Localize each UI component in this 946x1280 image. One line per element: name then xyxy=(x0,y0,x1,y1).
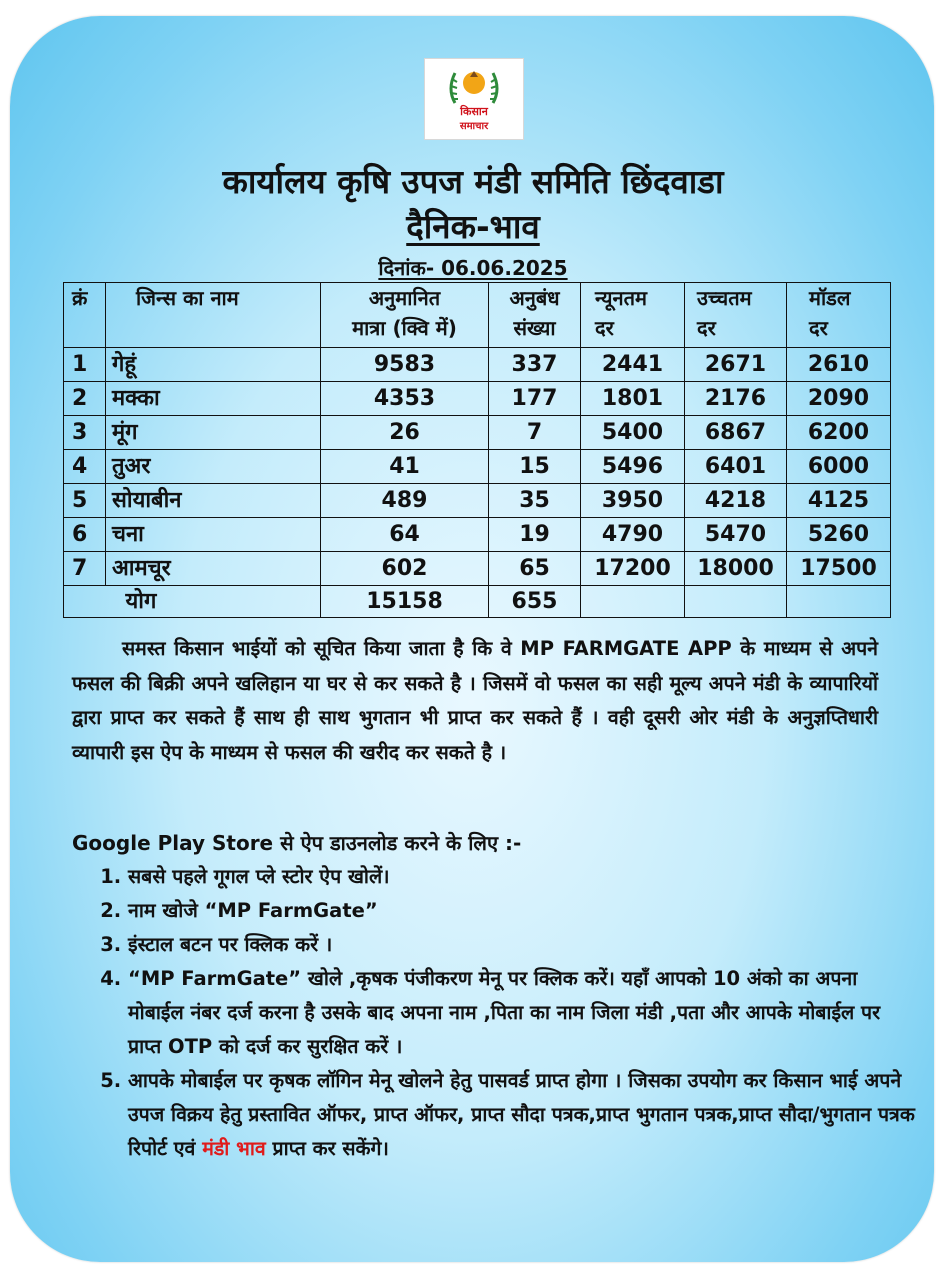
col-header-contracts: अनुबंध संख्या xyxy=(489,283,581,348)
row-modal-rate: 5260 xyxy=(787,518,891,552)
download-instructions-heading: Google Play Store से ऐप डाउनलोड करने के लिए :- xyxy=(72,831,522,855)
row-crop-name: गेहूं xyxy=(106,348,321,382)
row-min-rate: 5496 xyxy=(581,450,685,484)
step-5-text: आपके मोबाईल पर कृषक लॉगिन मेनू खोलने हेतु पासवर्ड प्राप्त होगा । जिसका उपयोग कर किसान भाई अपने उपज विक्रय हेतु प्रस्तावित ऑफर, प्राप्त ऑफर, प्राप्त सौदा पत्रक,प्राप्त भुगतान पत्रक,प्राप्त सौदा/भुगतान पत्रक रिपोर्ट एवं xyxy=(128,1069,915,1160)
office-title: कार्यालय कृषि उपज मंडी समिति छिंदवाडा xyxy=(222,162,724,201)
row-sn: 6 xyxy=(64,518,106,552)
row-min-rate: 2441 xyxy=(581,348,685,382)
farmgate-notice-paragraph: समस्त किसान भाईयों को सूचित किया जाता है कि वे MP FARMGATE APP के माध्यम से अपने फसल की बिक्री अपने खलिहान या घर से कर सकते है । जिसमें वो फसल का सही मूल्य अपने मंडी के व्यापारियों द्वारा प्राप्त कर सकते हैं साथ ही साथ भुगतान भी प्राप्त कर सकते हैं । वही दूसरी ओर मंडी के अनुज्ञप्तिधारी व्यापारी इस ऐप के माध्यम से फसल की खरीद कर सकते है । xyxy=(72,637,878,764)
col-header-qty: अनुमानित मात्रा (क्वि में) xyxy=(321,283,489,348)
row-max-rate: 4218 xyxy=(685,484,787,518)
row-contracts: 19 xyxy=(489,518,581,552)
row-max-rate: 6401 xyxy=(685,450,787,484)
row-crop-name: आमचूर xyxy=(106,552,321,586)
total-contracts: 655 xyxy=(489,586,581,618)
row-crop-name: मूंग xyxy=(106,416,321,450)
row-min-rate: 4790 xyxy=(581,518,685,552)
row-quantity: 602 xyxy=(321,552,489,586)
row-crop-name: सोयाबीन xyxy=(106,484,321,518)
row-quantity: 64 xyxy=(321,518,489,552)
step-item: 1. सबसे पहले गूगल प्ले स्टोर ऐप खोलें। xyxy=(128,860,918,894)
row-sn: 3 xyxy=(64,416,106,450)
row-modal-rate: 4125 xyxy=(787,484,891,518)
row-sn: 7 xyxy=(64,552,106,586)
row-contracts: 15 xyxy=(489,450,581,484)
col-header-modal: मॉडल दर xyxy=(787,283,891,348)
row-crop-name: चना xyxy=(106,518,321,552)
svg-text:किसान: किसान xyxy=(460,105,488,118)
row-contracts: 7 xyxy=(489,416,581,450)
total-label: योग xyxy=(106,586,321,618)
row-min-rate: 5400 xyxy=(581,416,685,450)
total-qty: 15158 xyxy=(321,586,489,618)
kisan-samachar-logo xyxy=(424,58,524,140)
row-modal-rate: 6000 xyxy=(787,450,891,484)
col-header-max: उच्चतम दर xyxy=(685,283,787,348)
svg-text:समाचार: समाचार xyxy=(459,121,489,132)
table-row xyxy=(64,348,891,382)
table-row xyxy=(64,450,891,484)
row-modal-rate: 6200 xyxy=(787,416,891,450)
table-row xyxy=(64,484,891,518)
table-row xyxy=(64,416,891,450)
rates-table xyxy=(63,282,891,618)
download-steps-list xyxy=(100,860,918,1166)
row-min-rate: 17200 xyxy=(581,552,685,586)
table-header-row xyxy=(64,283,891,348)
table-row xyxy=(64,382,891,416)
row-sn: 1 xyxy=(64,348,106,382)
col-header-crop: जिन्स का नाम xyxy=(106,283,321,348)
row-contracts: 177 xyxy=(489,382,581,416)
row-sn: 2 xyxy=(64,382,106,416)
row-quantity: 41 xyxy=(321,450,489,484)
row-quantity: 489 xyxy=(321,484,489,518)
row-crop-name: मक्का xyxy=(106,382,321,416)
total-modal-empty xyxy=(787,586,891,618)
row-quantity: 4353 xyxy=(321,382,489,416)
row-max-rate: 2671 xyxy=(685,348,787,382)
step-item: 4. “MP FarmGate” खोले ,कृषक पंजीकरण मेनू पर क्लिक करें। यहाँ आपको 10 अंको का अपना मोबाईल नंबर दर्ज करना है उसके बाद अपना नाम ,पिता का नाम जिला मंडी ,पता और आपके मोबाईल पर प्राप्त OTP को दर्ज कर सुरक्षित करें । xyxy=(128,962,918,1064)
total-max-empty xyxy=(685,586,787,618)
table-row xyxy=(64,552,891,586)
row-contracts: 35 xyxy=(489,484,581,518)
table-row xyxy=(64,518,891,552)
col-header-min: न्यूनतम दर xyxy=(581,283,685,348)
step-item xyxy=(128,1064,918,1166)
row-crop-name: तुअर xyxy=(106,450,321,484)
row-max-rate: 5470 xyxy=(685,518,787,552)
step-5-text-end: प्राप्त कर सकेंगे। xyxy=(272,1137,389,1160)
step-item: 3. इंस्टाल बटन पर क्लिक करें । xyxy=(128,928,918,962)
total-empty-cell xyxy=(64,586,106,618)
row-sn: 4 xyxy=(64,450,106,484)
row-min-rate: 3950 xyxy=(581,484,685,518)
row-max-rate: 2176 xyxy=(685,382,787,416)
step-item: 2. नाम खोजे “MP FarmGate” xyxy=(128,894,918,928)
row-contracts: 65 xyxy=(489,552,581,586)
row-modal-rate: 2610 xyxy=(787,348,891,382)
col-header-sn: क्रं xyxy=(64,283,106,348)
row-min-rate: 1801 xyxy=(581,382,685,416)
daily-rates-heading: दैनिक-भाव xyxy=(406,207,540,246)
row-modal-rate: 17500 xyxy=(787,552,891,586)
mandi-bhav-highlight: मंडी भाव xyxy=(202,1137,266,1160)
total-row xyxy=(64,586,891,618)
row-max-rate: 6867 xyxy=(685,416,787,450)
row-quantity: 26 xyxy=(321,416,489,450)
row-sn: 5 xyxy=(64,484,106,518)
row-max-rate: 18000 xyxy=(685,552,787,586)
row-modal-rate: 2090 xyxy=(787,382,891,416)
date-label: दिनांक- 06.06.2025 xyxy=(378,256,568,280)
total-min-empty xyxy=(581,586,685,618)
row-contracts: 337 xyxy=(489,348,581,382)
row-quantity: 9583 xyxy=(321,348,489,382)
